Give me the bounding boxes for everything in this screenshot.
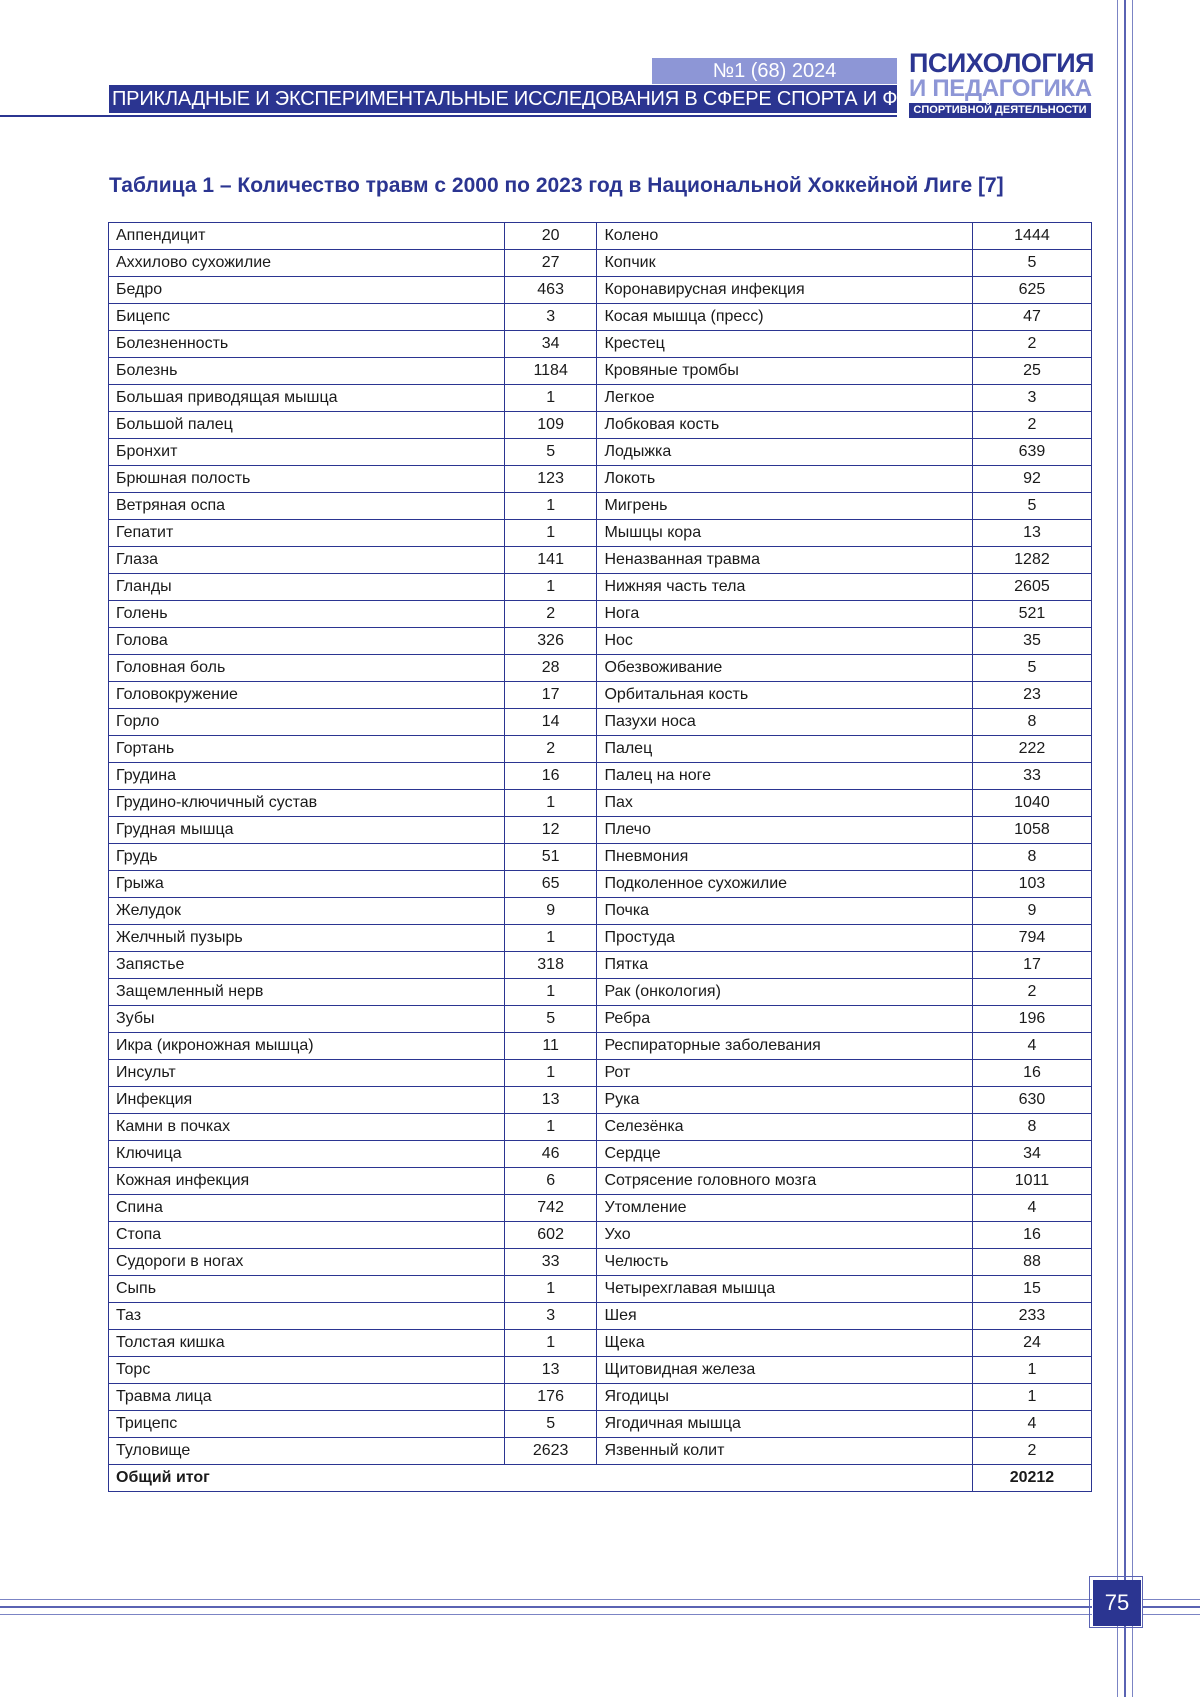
injury-count-cell: 123 — [504, 466, 597, 493]
injury-name-cell: Сердце — [597, 1141, 972, 1168]
injury-name-cell: Ягодицы — [597, 1384, 972, 1411]
table-row — [109, 304, 1092, 331]
injury-name-cell: Торс — [109, 1357, 505, 1384]
injury-name-cell: Пневмония — [597, 844, 972, 871]
injury-table — [108, 222, 1092, 1492]
decorative-rule — [1124, 0, 1126, 1697]
injury-count-cell: 2 — [972, 1438, 1091, 1465]
table-row — [109, 1222, 1092, 1249]
injury-name-cell: Большая приводящая мышца — [109, 385, 505, 412]
injury-count-cell: 13 — [504, 1087, 597, 1114]
injury-count-cell: 2605 — [972, 574, 1091, 601]
injury-count-cell: 5 — [504, 439, 597, 466]
injury-count-cell: 2 — [504, 736, 597, 763]
injury-count-cell: 3 — [504, 304, 597, 331]
injury-name-cell: Защемленный нерв — [109, 979, 505, 1006]
injury-count-cell: 5 — [972, 250, 1091, 277]
injury-count-cell: 2 — [972, 979, 1091, 1006]
table-row — [109, 817, 1092, 844]
injury-count-cell: 5 — [972, 493, 1091, 520]
injury-name-cell: Голова — [109, 628, 505, 655]
table-row — [109, 412, 1092, 439]
injury-name-cell: Пазухи носа — [597, 709, 972, 736]
table-row — [109, 628, 1092, 655]
logo-line-1: ПСИХОЛОГИЯ — [909, 48, 1095, 78]
injury-count-cell: 5 — [504, 1006, 597, 1033]
table-row — [109, 1114, 1092, 1141]
injury-count-cell: 9 — [504, 898, 597, 925]
injury-count-cell: 5 — [504, 1411, 597, 1438]
injury-count-cell: 12 — [504, 817, 597, 844]
injury-name-cell: Копчик — [597, 250, 972, 277]
table-row — [109, 223, 1092, 250]
injury-count-cell: 28 — [504, 655, 597, 682]
injury-count-cell: 33 — [972, 763, 1091, 790]
injury-name-cell: Пах — [597, 790, 972, 817]
injury-count-cell: 13 — [504, 1357, 597, 1384]
injury-name-cell: Аххилово сухожилие — [109, 250, 505, 277]
injury-name-cell: Грудино-ключичный сустав — [109, 790, 505, 817]
injury-count-cell: 602 — [504, 1222, 597, 1249]
injury-count-cell: 20 — [504, 223, 597, 250]
injury-name-cell: Трицепс — [109, 1411, 505, 1438]
injury-name-cell: Ягодичная мышца — [597, 1411, 972, 1438]
injury-name-cell: Респираторные заболевания — [597, 1033, 972, 1060]
injury-count-cell: 11 — [504, 1033, 597, 1060]
injury-count-cell: 1011 — [972, 1168, 1091, 1195]
injury-name-cell: Локоть — [597, 466, 972, 493]
injury-name-cell: Инфекция — [109, 1087, 505, 1114]
injury-count-cell: 5 — [972, 655, 1091, 682]
injury-count-cell: 103 — [972, 871, 1091, 898]
injury-name-cell: Колено — [597, 223, 972, 250]
injury-count-cell: 742 — [504, 1195, 597, 1222]
injury-name-cell: Икра (икроножная мышца) — [109, 1033, 505, 1060]
injury-count-cell: 233 — [972, 1303, 1091, 1330]
table-row — [109, 250, 1092, 277]
injury-name-cell: Гланды — [109, 574, 505, 601]
injury-count-cell: 2 — [504, 601, 597, 628]
header-divider — [0, 115, 897, 117]
injury-name-cell: Ухо — [597, 1222, 972, 1249]
injury-count-cell: 16 — [972, 1060, 1091, 1087]
decorative-rule — [1142, 1614, 1200, 1615]
table-row — [109, 1384, 1092, 1411]
injury-name-cell: Нижняя часть тела — [597, 574, 972, 601]
injury-name-cell: Таз — [109, 1303, 505, 1330]
injury-name-cell: Ключица — [109, 1141, 505, 1168]
table-row — [109, 790, 1092, 817]
injury-name-cell: Неназванная травма — [597, 547, 972, 574]
injury-name-cell: Аппендицит — [109, 223, 505, 250]
table-row — [109, 520, 1092, 547]
injury-count-cell: 14 — [504, 709, 597, 736]
table-row — [109, 1195, 1092, 1222]
table-row — [109, 844, 1092, 871]
injury-name-cell: Крестец — [597, 331, 972, 358]
injury-count-cell: 88 — [972, 1249, 1091, 1276]
injury-name-cell: Сыпь — [109, 1276, 505, 1303]
injury-name-cell: Рука — [597, 1087, 972, 1114]
injury-count-cell: 1 — [504, 979, 597, 1006]
injury-name-cell: Орбитальная кость — [597, 682, 972, 709]
decorative-rule — [1132, 0, 1133, 1697]
table-row — [109, 601, 1092, 628]
injury-count-cell: 1282 — [972, 547, 1091, 574]
injury-name-cell: Судороги в ногах — [109, 1249, 505, 1276]
injury-count-cell: 1 — [504, 1114, 597, 1141]
injury-count-cell: 318 — [504, 952, 597, 979]
injury-name-cell: Палец на ноге — [597, 763, 972, 790]
injury-name-cell: Грыжа — [109, 871, 505, 898]
injury-count-cell: 16 — [504, 763, 597, 790]
injury-count-cell: 625 — [972, 277, 1091, 304]
injury-count-cell: 1 — [972, 1384, 1091, 1411]
injury-name-cell: Пятка — [597, 952, 972, 979]
injury-count-cell: 1 — [504, 925, 597, 952]
table-row — [109, 952, 1092, 979]
injury-count-cell: 34 — [504, 331, 597, 358]
table-row — [109, 655, 1092, 682]
injury-count-cell: 1444 — [972, 223, 1091, 250]
injury-count-cell: 23 — [972, 682, 1091, 709]
injury-name-cell: Глаза — [109, 547, 505, 574]
injury-count-cell: 2 — [972, 412, 1091, 439]
injury-count-cell: 1 — [504, 1060, 597, 1087]
injury-name-cell: Палец — [597, 736, 972, 763]
injury-name-cell: Кожная инфекция — [109, 1168, 505, 1195]
table-row — [109, 574, 1092, 601]
injury-count-cell: 46 — [504, 1141, 597, 1168]
injury-count-cell: 4 — [972, 1411, 1091, 1438]
injury-name-cell: Травма лица — [109, 1384, 505, 1411]
injury-name-cell: Гортань — [109, 736, 505, 763]
injury-count-cell: 4 — [972, 1195, 1091, 1222]
table-row — [109, 1087, 1092, 1114]
decorative-rule — [0, 1614, 1092, 1615]
injury-name-cell: Инсульт — [109, 1060, 505, 1087]
injury-name-cell: Желчный пузырь — [109, 925, 505, 952]
injury-name-cell: Нос — [597, 628, 972, 655]
injury-count-cell: 65 — [504, 871, 597, 898]
table-row — [109, 1357, 1092, 1384]
injury-count-cell: 794 — [972, 925, 1091, 952]
injury-count-cell: 8 — [972, 709, 1091, 736]
injury-count-cell: 8 — [972, 844, 1091, 871]
injury-name-cell: Рак (онкология) — [597, 979, 972, 1006]
table-row — [109, 1006, 1092, 1033]
injury-count-cell: 16 — [972, 1222, 1091, 1249]
table-row — [109, 1249, 1092, 1276]
injury-count-cell: 25 — [972, 358, 1091, 385]
table-row — [109, 331, 1092, 358]
injury-count-cell: 196 — [972, 1006, 1091, 1033]
injury-name-cell: Утомление — [597, 1195, 972, 1222]
total-value: 20212 — [972, 1465, 1091, 1492]
table-row — [109, 1276, 1092, 1303]
injury-count-cell: 1184 — [504, 358, 597, 385]
total-label: Общий итог — [109, 1465, 973, 1492]
table-row — [109, 979, 1092, 1006]
injury-name-cell: Щитовидная железа — [597, 1357, 972, 1384]
injury-name-cell: Камни в почках — [109, 1114, 505, 1141]
injury-count-cell: 1 — [504, 493, 597, 520]
decorative-rule — [0, 1599, 1092, 1600]
injury-name-cell: Туловище — [109, 1438, 505, 1465]
injury-count-cell: 1040 — [972, 790, 1091, 817]
injury-count-cell: 141 — [504, 547, 597, 574]
table-row — [109, 1141, 1092, 1168]
table-row — [109, 1438, 1092, 1465]
decorative-rule — [1142, 1606, 1200, 1608]
injury-count-cell: 1058 — [972, 817, 1091, 844]
injury-count-cell: 521 — [972, 601, 1091, 628]
injury-name-cell: Бицепс — [109, 304, 505, 331]
injury-name-cell: Мигрень — [597, 493, 972, 520]
injury-name-cell: Четырехглавая мышца — [597, 1276, 972, 1303]
injury-count-cell: 326 — [504, 628, 597, 655]
injury-count-cell: 1 — [972, 1357, 1091, 1384]
injury-count-cell: 92 — [972, 466, 1091, 493]
page-number: 75 — [1093, 1580, 1141, 1626]
injury-count-cell: 34 — [972, 1141, 1091, 1168]
injury-count-cell: 222 — [972, 736, 1091, 763]
injury-count-cell: 33 — [504, 1249, 597, 1276]
logo-line-2: И ПЕДАГОГИКА — [909, 75, 1092, 102]
injury-name-cell: Ветряная оспа — [109, 493, 505, 520]
injury-count-cell: 639 — [972, 439, 1091, 466]
decorative-rule — [1142, 1599, 1200, 1600]
injury-count-cell: 17 — [504, 682, 597, 709]
injury-name-cell: Нога — [597, 601, 972, 628]
injury-name-cell: Простуда — [597, 925, 972, 952]
injury-name-cell: Грудина — [109, 763, 505, 790]
injury-name-cell: Язвенный колит — [597, 1438, 972, 1465]
injury-name-cell: Шея — [597, 1303, 972, 1330]
injury-name-cell: Плечо — [597, 817, 972, 844]
injury-name-cell: Почка — [597, 898, 972, 925]
injury-name-cell: Стопа — [109, 1222, 505, 1249]
injury-name-cell: Легкое — [597, 385, 972, 412]
injury-name-cell: Головная боль — [109, 655, 505, 682]
injury-name-cell: Болезненность — [109, 331, 505, 358]
injury-count-cell: 13 — [972, 520, 1091, 547]
injury-count-cell: 27 — [504, 250, 597, 277]
injury-name-cell: Мышцы кора — [597, 520, 972, 547]
injury-name-cell: Большой палец — [109, 412, 505, 439]
table-row — [109, 709, 1092, 736]
injury-count-cell: 1 — [504, 385, 597, 412]
injury-name-cell: Толстая кишка — [109, 1330, 505, 1357]
injury-count-cell: 4 — [972, 1033, 1091, 1060]
decorative-rule — [0, 1606, 1092, 1608]
injury-name-cell: Болезнь — [109, 358, 505, 385]
injury-count-cell: 1 — [504, 520, 597, 547]
table-row — [109, 763, 1092, 790]
table-row — [109, 1303, 1092, 1330]
table-row — [109, 925, 1092, 952]
table-row — [109, 1033, 1092, 1060]
injury-name-cell: Челюсть — [597, 1249, 972, 1276]
injury-count-cell: 8 — [972, 1114, 1091, 1141]
injury-name-cell: Подколенное сухожилие — [597, 871, 972, 898]
injury-count-cell: 35 — [972, 628, 1091, 655]
injury-name-cell: Грудная мышца — [109, 817, 505, 844]
section-title: ПРИКЛАДНЫЕ И ЭКСПЕРИМЕНТАЛЬНЫЕ ИССЛЕДОВАНИЯ В СФЕРЕ СПОРТА И ФК — [109, 85, 897, 113]
injury-name-cell: Головокружение — [109, 682, 505, 709]
table-row — [109, 493, 1092, 520]
injury-name-cell: Гепатит — [109, 520, 505, 547]
injury-name-cell: Лодыжка — [597, 439, 972, 466]
injury-name-cell: Брюшная полость — [109, 466, 505, 493]
table-row — [109, 1060, 1092, 1087]
table-row — [109, 385, 1092, 412]
table-row — [109, 358, 1092, 385]
injury-count-cell: 24 — [972, 1330, 1091, 1357]
injury-count-cell: 6 — [504, 1168, 597, 1195]
table-row — [109, 682, 1092, 709]
injury-count-cell: 47 — [972, 304, 1091, 331]
injury-name-cell: Бедро — [109, 277, 505, 304]
table-caption: Таблица 1 – Количество травм с 2000 по 2023 год в Национальной Хоккейной Лиге [7] — [109, 174, 1004, 197]
table-row — [109, 898, 1092, 925]
table-row — [109, 439, 1092, 466]
injury-name-cell: Бронхит — [109, 439, 505, 466]
injury-count-cell: 2 — [972, 331, 1091, 358]
injury-count-cell: 3 — [972, 385, 1091, 412]
injury-count-cell: 630 — [972, 1087, 1091, 1114]
injury-name-cell: Желудок — [109, 898, 505, 925]
injury-name-cell: Коронавирусная инфекция — [597, 277, 972, 304]
logo-line-3: СПОРТИВНОЙ ДЕЯТЕЛЬНОСТИ — [909, 103, 1091, 118]
table-row — [109, 871, 1092, 898]
injury-name-cell: Голень — [109, 601, 505, 628]
total-row — [109, 1465, 1092, 1492]
injury-name-cell: Зубы — [109, 1006, 505, 1033]
table-row — [109, 1411, 1092, 1438]
injury-count-cell: 9 — [972, 898, 1091, 925]
injury-count-cell: 51 — [504, 844, 597, 871]
table-row — [109, 1168, 1092, 1195]
injury-count-cell: 1 — [504, 1276, 597, 1303]
injury-count-cell: 15 — [972, 1276, 1091, 1303]
injury-count-cell: 2623 — [504, 1438, 597, 1465]
injury-name-cell: Косая мышца (пресс) — [597, 304, 972, 331]
injury-name-cell: Кровяные тромбы — [597, 358, 972, 385]
table-row — [109, 466, 1092, 493]
table-row — [109, 547, 1092, 574]
table-row — [109, 736, 1092, 763]
table-row — [109, 1330, 1092, 1357]
injury-count-cell: 109 — [504, 412, 597, 439]
injury-name-cell: Горло — [109, 709, 505, 736]
injury-count-cell: 1 — [504, 790, 597, 817]
injury-name-cell: Ребра — [597, 1006, 972, 1033]
journal-logo — [909, 48, 1095, 118]
injury-name-cell: Сотрясение головного мозга — [597, 1168, 972, 1195]
injury-count-cell: 17 — [972, 952, 1091, 979]
injury-name-cell: Обезвоживание — [597, 655, 972, 682]
injury-count-cell: 176 — [504, 1384, 597, 1411]
injury-name-cell: Спина — [109, 1195, 505, 1222]
issue-number: №1 (68) 2024 — [652, 58, 897, 84]
injury-name-cell: Лобковая кость — [597, 412, 972, 439]
injury-name-cell: Запястье — [109, 952, 505, 979]
injury-name-cell: Щека — [597, 1330, 972, 1357]
injury-name-cell: Рот — [597, 1060, 972, 1087]
injury-count-cell: 463 — [504, 277, 597, 304]
injury-count-cell: 3 — [504, 1303, 597, 1330]
injury-count-cell: 1 — [504, 574, 597, 601]
injury-name-cell: Селезёнка — [597, 1114, 972, 1141]
decorative-rule — [1117, 0, 1118, 1697]
injury-name-cell: Грудь — [109, 844, 505, 871]
table-row — [109, 277, 1092, 304]
injury-count-cell: 1 — [504, 1330, 597, 1357]
